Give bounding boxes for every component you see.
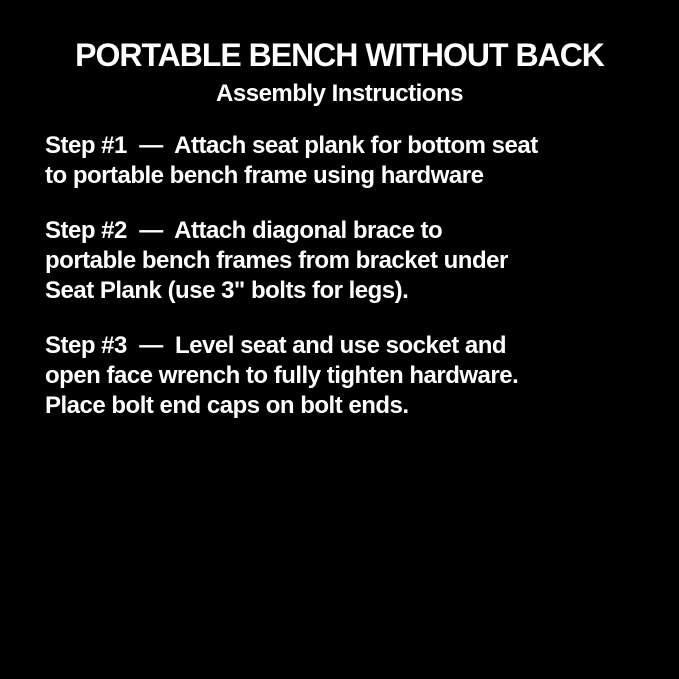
step-1: [45, 131, 649, 191]
step-2-line-3: Seat Plank (use 3" bolts for legs).: [45, 277, 409, 304]
step-3-line-1: Step #3 — Level seat and use socket and: [45, 332, 507, 359]
step-2-line-2: portable bench frames from bracket under: [45, 247, 508, 274]
step-1-line-1: Step #1 — Attach seat plank for bottom seat: [45, 132, 538, 159]
step-3-line-3: Place bolt end caps on bolt ends.: [45, 392, 409, 419]
step-2: [45, 216, 649, 306]
step-2-line-1: Step #2 — Attach diagonal brace to: [45, 217, 443, 244]
poster-title: PORTABLE BENCH WITHOUT BACK: [75, 37, 604, 73]
step-3: [45, 331, 649, 421]
step-1-line-2: to portable bench frame using hardware: [45, 162, 484, 189]
assembly-steps: [45, 131, 649, 421]
poster-subtitle: Assembly Instructions: [216, 80, 463, 107]
step-3-line-2: open face wrench to fully tighten hardware.: [45, 362, 519, 389]
poster-header: [0, 0, 679, 107]
